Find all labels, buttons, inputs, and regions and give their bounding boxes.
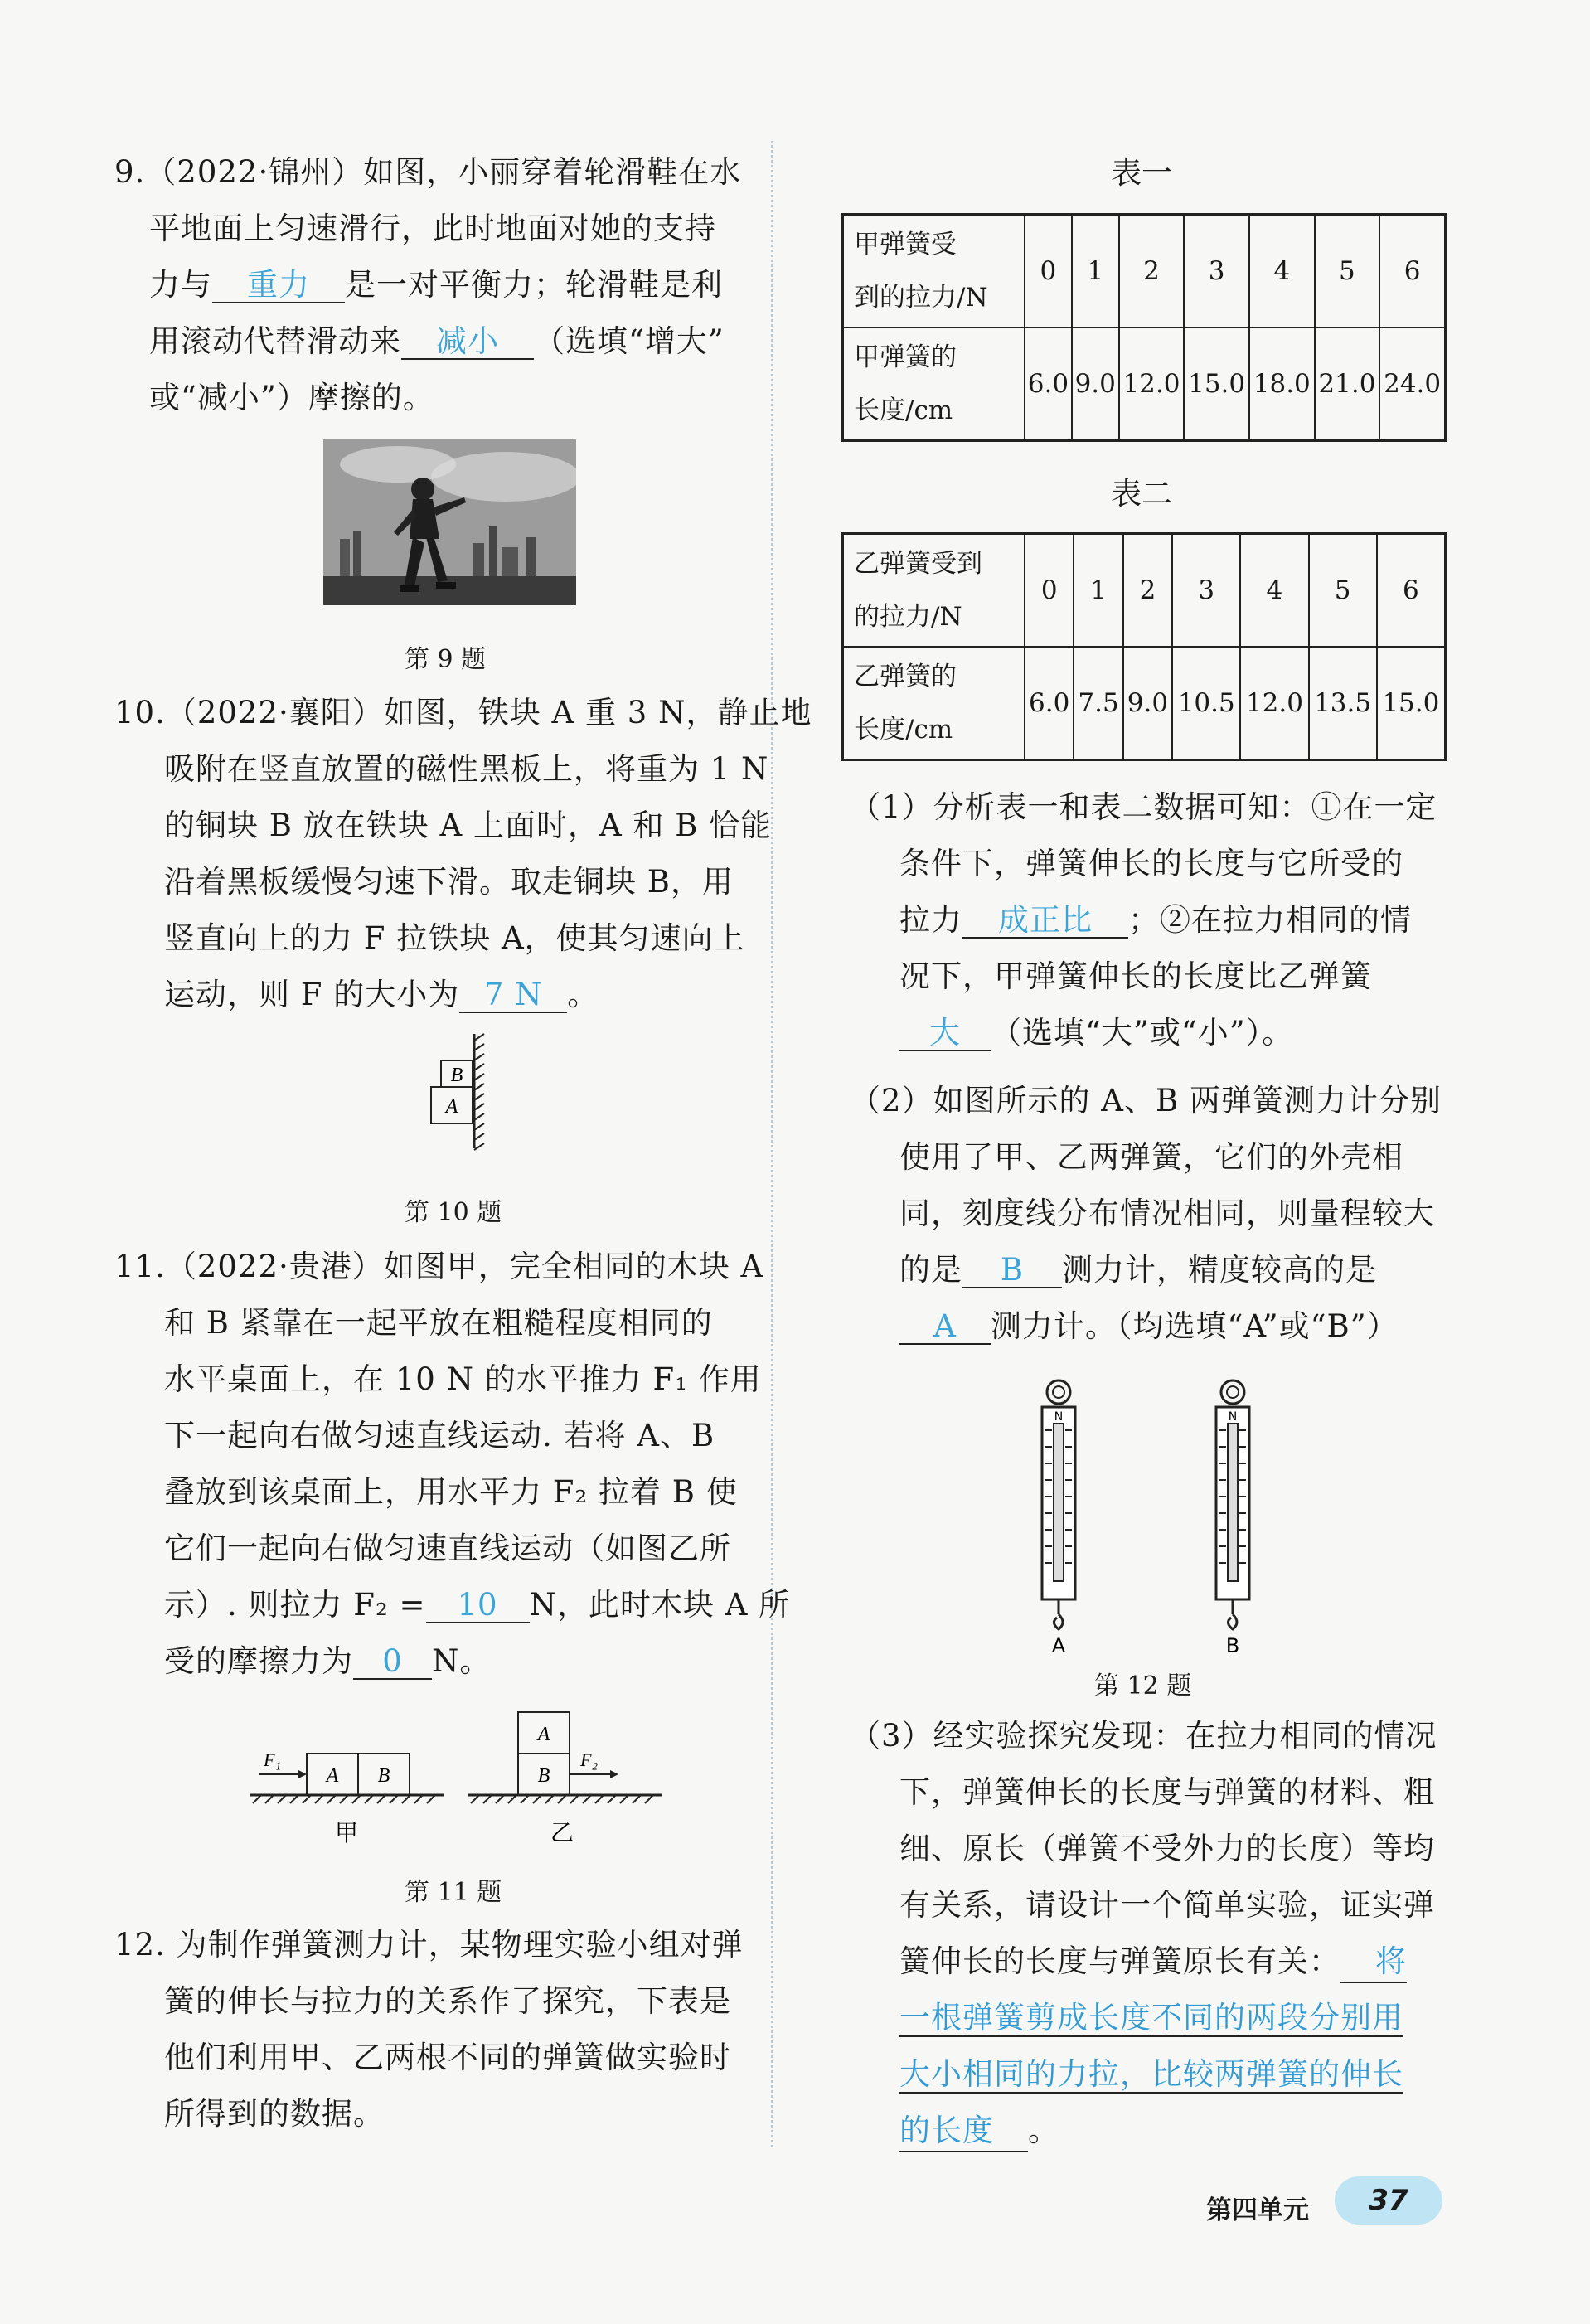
table1-cell: 24.0 (1379, 327, 1445, 441)
q12-p2-answer-1: B (962, 1254, 1062, 1288)
q9-answer-1: 重力 (212, 269, 345, 303)
q12-p1-answer-1: 成正比 (962, 904, 1128, 939)
q12-p3-line-1: （3）经实验探究发现：在拉力相同的情况 (850, 1718, 1437, 1754)
q9-line-1: 9.（2022·锦州）如图，小丽穿着轮滑鞋在水 (114, 154, 742, 190)
table2-cell: 13.5 (1309, 647, 1377, 760)
q11-line-2: 和 B 紧靠在一起平放在粗糙程度相同的 (164, 1305, 713, 1341)
q11-figure (249, 1700, 680, 1853)
q11-line-3: 水平桌面上，在 10 N 的水平推力 F₁ 作用 (164, 1361, 762, 1397)
q10-answer: 7 N (459, 978, 567, 1013)
q11-caption: 第 11 题 (405, 1878, 502, 1907)
q11-f2-label: F₂ (580, 1749, 599, 1770)
q10-line-6: 运动，则 F 的大小为 7 N 。 (164, 977, 599, 1012)
q10-line-4: 沿着黑板缓慢匀速下滑。取走铜块 B，用 (164, 864, 734, 900)
q11-line-4: 下一起向右做匀速直线运动. 若将 A、B (164, 1418, 715, 1453)
table1-cell: 3 (1184, 215, 1249, 328)
spring-scale-b (1216, 1380, 1249, 1654)
q12-p1-line-1: （1）分析表一和表二数据可知：①在一定 (850, 789, 1437, 825)
table1 (841, 213, 1447, 442)
q12-p3-answer-line-2: 一根弹簧剪成长度不同的两段分别用 (899, 2000, 1403, 2035)
scale-a-label: A (1051, 1634, 1066, 1654)
table2-cell: 0 (1025, 534, 1074, 648)
scale-a-unit: N (1054, 1410, 1064, 1424)
unit-label: 第四单元 (1206, 2195, 1309, 2225)
q12-p1-answer-2: 大 (899, 1016, 991, 1051)
table1-cell: 12.0 (1119, 327, 1185, 441)
table2-row2-label: 乙弹簧的 长度/cm (843, 647, 1025, 760)
table2-cell: 5 (1309, 534, 1377, 648)
q10-line-5: 竖直向上的力 F 拉铁块 A，使其匀速向上 (164, 920, 745, 956)
q12-p1-line-2: 条件下，弹簧伸长的长度与它所受的 (899, 846, 1403, 881)
spring-scale-a (1042, 1380, 1075, 1654)
table2-row-force (843, 534, 1446, 648)
spring-scales-figure (1024, 1372, 1272, 1654)
table2-cell: 3 (1172, 534, 1240, 648)
roller-skater-photo (323, 439, 576, 605)
table1-cell: 18.0 (1249, 327, 1315, 441)
q12-p2-line-5: A 测力计。（均选填“A”或“B”） (899, 1307, 1399, 1346)
table2-row1-label: 乙弹簧受到 的拉力/N (843, 534, 1025, 648)
table1-cell: 1 (1072, 215, 1119, 328)
q12-p1-line-5: 大 （选填“大”或“小”）。 (899, 1013, 1293, 1053)
q12-p2-line-4: 的是 B 测力计，精度较高的是 (899, 1252, 1377, 1288)
q12-p2-line-2: 使用了甲、乙两弹簧，它们的外壳相 (899, 1139, 1403, 1175)
table2-cell: 10.5 (1172, 647, 1240, 760)
table1-title: 表一 (1111, 155, 1172, 191)
table2-cell: 4 (1240, 534, 1308, 648)
table1-cell: 9.0 (1072, 327, 1119, 441)
table1-cell: 2 (1119, 215, 1185, 328)
skater-illustration (323, 439, 576, 605)
q11-line-5: 叠放到该桌面上，用水平力 F₂ 拉着 B 使 (164, 1474, 738, 1510)
q11-line-7: 示）. 则拉力 F₂ = 10 N，此时木块 A 所 (164, 1587, 791, 1623)
q10-figure (414, 1032, 497, 1152)
q12-line-2: 簧的伸长与拉力的关系作了探究，下表是 (164, 1983, 731, 2019)
table1-row1-label: 甲弹簧受 到的拉力/N (843, 215, 1025, 328)
q12-p1-line-3: 拉力 成正比 ；②在拉力相同的情 (899, 902, 1412, 938)
q11-fig-jia: 甲 (334, 1819, 359, 1846)
table1-cell: 15.0 (1184, 327, 1249, 441)
q12-p3-line-5: 簧伸长的长度与弹簧原长有关： 将 (899, 1942, 1407, 1983)
q9-caption: 第 9 题 (405, 645, 487, 674)
table2-cell: 6.0 (1025, 647, 1074, 760)
scale-b-unit: N (1228, 1410, 1238, 1424)
table1-row-length (843, 327, 1446, 441)
table1-cell: 6.0 (1025, 327, 1072, 441)
q11-jia-label-b: B (377, 1765, 390, 1787)
q12-line-3: 他们利用甲、乙两根不同的弹簧做实验时 (164, 2040, 731, 2075)
table2-cell: 6 (1377, 534, 1446, 648)
q12-p3-line-4: 有关系，请设计一个简单实验，证实弹 (899, 1887, 1435, 1923)
q11-yi-label-b: B (537, 1765, 550, 1787)
q11-line-8: 受的摩擦力为 0 N。 (164, 1643, 492, 1679)
q12-p1-line-4: 况下，甲弹簧伸长的长度比乙弹簧 (899, 958, 1372, 994)
q9-answer-2: 减小 (401, 325, 534, 360)
q11-answer-1: 10 (426, 1589, 530, 1623)
table1-row-force (843, 215, 1446, 328)
q10-line-1: 10.（2022·襄阳）如图，铁块 A 重 3 N，静止地 (114, 695, 812, 730)
q12-p3-answer-line-3: 大小相同的力拉，比较两弹簧的伸长 (899, 2056, 1403, 2092)
q11-line-6: 它们一起向右做匀速直线运动（如图乙所 (164, 1531, 731, 1566)
table2-cell: 12.0 (1240, 647, 1308, 760)
table1-cell: 21.0 (1315, 327, 1380, 441)
q12-p2-line-1: （2）如图所示的 A、B 两弹簧测力计分别 (850, 1083, 1442, 1118)
page-number: 37 (1335, 2176, 1442, 2225)
table1-cell: 6 (1379, 215, 1445, 328)
table2-cell: 15.0 (1377, 647, 1446, 760)
table2-cell: 9.0 (1123, 647, 1172, 760)
q9-line-3: 力与 重力 是一对平衡力；轮滑鞋是利 (149, 267, 723, 303)
q12-line-4: 所得到的数据。 (164, 2096, 385, 2132)
table2-title: 表二 (1111, 476, 1172, 512)
q10-line-2: 吸附在竖直放置的磁性黑板上，将重为 1 N (164, 751, 769, 787)
q10-line-3: 的铜块 B 放在铁块 A 上面时，A 和 B 恰能 (164, 808, 773, 843)
q12-p3-line-2: 下，弹簧伸长的长度与弹簧的材料、粗 (899, 1774, 1435, 1810)
q11-fig-yi: 乙 (550, 1819, 574, 1846)
scale-b-label: B (1225, 1634, 1240, 1654)
q11-line-1: 11.（2022·贵港）如图甲，完全相同的木块 A (114, 1249, 764, 1284)
table1-cell: 5 (1315, 215, 1380, 328)
q12-p2-line-3: 同，刻度线分布情况相同，则量程较大 (899, 1196, 1435, 1231)
q11-jia-label-a: A (326, 1765, 339, 1787)
q12-line-1: 12. 为制作弹簧测力计，某物理实验小组对弹 (114, 1927, 744, 1963)
q9-line-4: 用滚动代替滑动来 减小 （选填“增大” (149, 323, 725, 359)
q11-f1-label: F₁ (264, 1749, 282, 1770)
q12-p3-line-3: 细、原长（弹簧不受外力的长度）等均 (899, 1831, 1435, 1866)
table2-cell: 2 (1123, 534, 1172, 648)
q12-caption: 第 12 题 (1094, 1671, 1192, 1701)
q12-p2-answer-2: A (899, 1310, 991, 1345)
table1-cell: 4 (1249, 215, 1315, 328)
column-divider (771, 141, 773, 2147)
q9-line-2: 平地面上匀速滑行，此时地面对她的支持 (149, 211, 716, 246)
table2 (841, 532, 1447, 761)
q10-label-a: A (445, 1096, 458, 1118)
q10-caption: 第 10 题 (405, 1198, 502, 1227)
q10-label-b: B (450, 1065, 463, 1086)
table2-cell: 7.5 (1074, 647, 1122, 760)
q12-p3-answer-1: 将 (1340, 1942, 1407, 1983)
table2-cell: 1 (1074, 534, 1122, 648)
q9-line-5: 或“减小”）摩擦的。 (149, 380, 434, 415)
table2-row-length (843, 647, 1446, 760)
table1-cell: 0 (1025, 215, 1072, 328)
q11-yi-label-a: A (537, 1724, 550, 1745)
table1-row2-label: 甲弹簧的 长度/cm (843, 327, 1025, 441)
q11-answer-2: 0 (353, 1645, 432, 1680)
q12-p3-answer-line-4: 的长度 。 (899, 2111, 1059, 2152)
